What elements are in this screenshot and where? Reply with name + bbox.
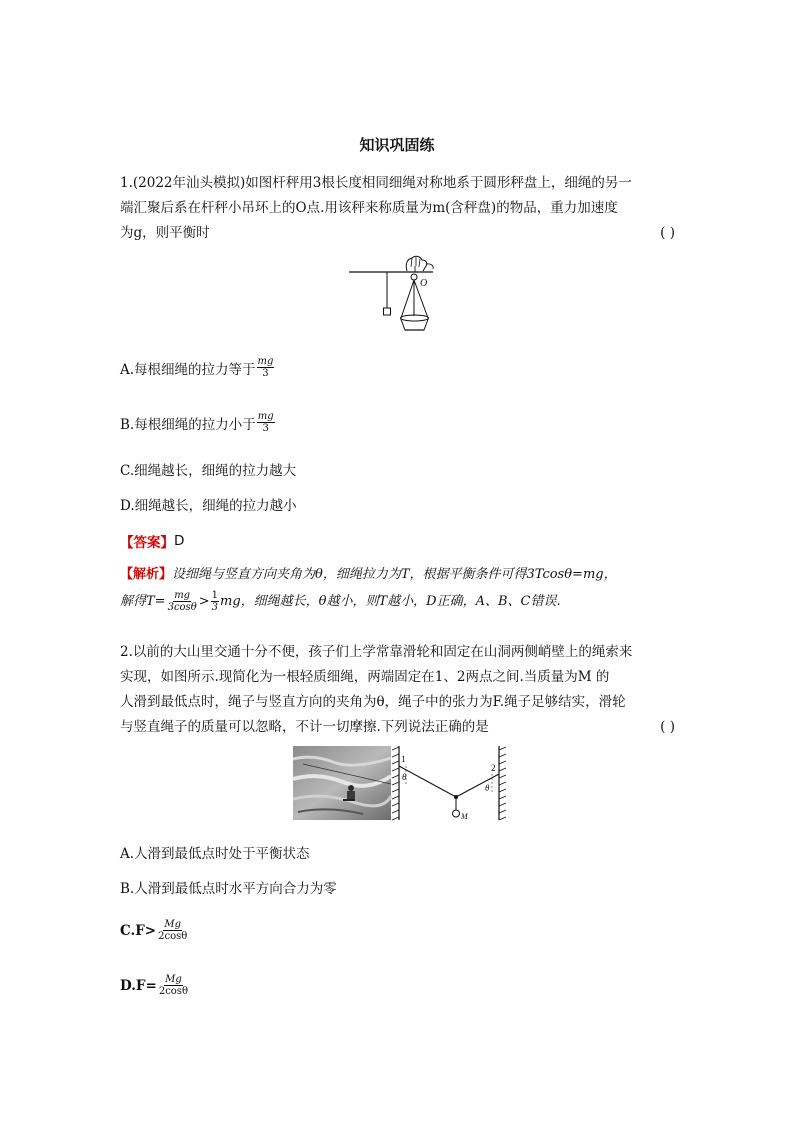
explanation-line-2-pre: 解得T= — [120, 594, 166, 609]
river-photo — [293, 746, 391, 820]
label-o: O — [420, 278, 428, 289]
q1-explanation — [120, 561, 680, 615]
q2-option-a[interactable]: A.人滑到最低点时处于平衡状态 — [120, 846, 310, 862]
q2-option-d-fraction — [158, 974, 189, 997]
q1-option-b[interactable] — [120, 411, 276, 434]
frac-denominator: 3 — [262, 368, 269, 379]
weight-block — [384, 308, 391, 315]
q1-steelyard-figure — [345, 252, 455, 338]
q1-option-a[interactable] — [120, 356, 275, 379]
explanation-fraction-1 — [167, 590, 198, 613]
q1-option-b-fraction — [257, 411, 275, 434]
q2-option-c[interactable] — [120, 919, 189, 942]
q1-option-b-text: B.每根细绳的拉力小于 — [120, 416, 256, 433]
q1-line-3: 为g，则平衡时 — [120, 225, 210, 241]
q2-line-1: 2.以前的大山里交通十分不便，孩子们上学常靠滑轮和固定在山洞两侧峭壁上的绳索来 — [120, 644, 633, 660]
rope-right — [456, 774, 499, 797]
frac-numerator: mg — [174, 590, 191, 601]
question-2-stem — [120, 640, 675, 740]
frac-numerator: mg — [257, 411, 274, 422]
q1-option-a-text: A.每根细绳的拉力等于 — [120, 361, 256, 378]
frac-denominator: 3 — [211, 602, 218, 613]
frac-denominator: 2cosθ — [158, 986, 188, 997]
mass-circle — [453, 810, 460, 817]
frac-numerator: mg — [257, 356, 274, 367]
frac-numerator: Mg — [165, 974, 182, 985]
label-point-1: 1 — [401, 754, 406, 764]
label-mass: M — [461, 812, 468, 821]
q2-option-d-text: D.F= — [120, 977, 157, 994]
explanation-line-1: 设细绳与竖直方向夹角为θ，细绳拉力为T，根据平衡条件可得3Tcosθ=mg， — [172, 567, 617, 582]
left-wall — [392, 746, 399, 820]
string-left — [401, 280, 414, 318]
page-title: 知识巩固练 — [359, 136, 435, 154]
q2-answer-blank: ( ) — [660, 719, 675, 735]
q2-figure — [293, 744, 508, 824]
q1-answer-blank: ( ) — [660, 225, 675, 241]
q1-option-d[interactable]: D.细绳越长，细绳的拉力越小 — [120, 498, 297, 514]
frac-denominator: 2cosθ — [158, 931, 188, 942]
q2-option-c-fraction — [157, 919, 188, 942]
frac-numerator: Mg — [164, 919, 181, 930]
q1-option-c[interactable]: C.细绳越长，细绳的拉力越大 — [120, 463, 297, 479]
right-wall — [499, 746, 506, 820]
label-theta-left: θ — [402, 772, 407, 782]
explanation-line-2-post: mg，细绳越长，θ越小，则T越小，D正确，A、B、C错误. — [220, 594, 561, 609]
rope-left — [399, 766, 456, 797]
frac-denominator: 3cosθ — [167, 602, 197, 613]
label-theta-right: θ — [485, 783, 490, 793]
explanation-fraction-2 — [211, 590, 219, 613]
explanation-label: 【解析】 — [120, 567, 173, 582]
q1-option-a-fraction — [257, 356, 275, 379]
hand-icon — [406, 256, 433, 272]
q1-answer — [120, 531, 184, 551]
question-1-stem — [120, 171, 675, 246]
q1-line-1: 1.(2022年汕头模拟)如图杆秤用3根长度相同细绳对称地系于圆形秤盘上，细绳的另一 — [120, 175, 632, 191]
q2-option-c-text: C.F> — [120, 922, 157, 939]
q2-line-2: 实现，如图所示.现简化为一根轻质细绳，两端固定在1、2两点之间.当质量为M 的 — [120, 669, 610, 685]
q1-line-2: 端汇聚后系在杆秤小吊环上的O点.用该秤来称质量为m(含秤盘)的物品，重力加速度 — [120, 200, 618, 216]
q2-line-3: 人滑到最低点时，绳子与竖直方向的夹角为θ，绳子中的张力为F.绳子足够结实，滑轮 — [120, 694, 626, 710]
greater-than: > — [198, 594, 210, 609]
frac-denominator: 3 — [262, 423, 269, 434]
q2-option-b[interactable]: B.人滑到最低点时水平方向合力为零 — [120, 881, 337, 897]
frac-numerator: 1 — [211, 590, 218, 601]
hook-ring — [411, 274, 417, 280]
q2-line-4: 与竖直绳子的质量可以忽略，不计一切摩擦.下列说法正确的是 — [120, 719, 489, 735]
answer-value: D — [174, 533, 185, 549]
q2-option-d[interactable] — [120, 974, 190, 997]
pulley-point — [454, 795, 458, 799]
answer-label: 【答案】 — [120, 535, 174, 551]
label-point-2: 2 — [491, 763, 496, 773]
